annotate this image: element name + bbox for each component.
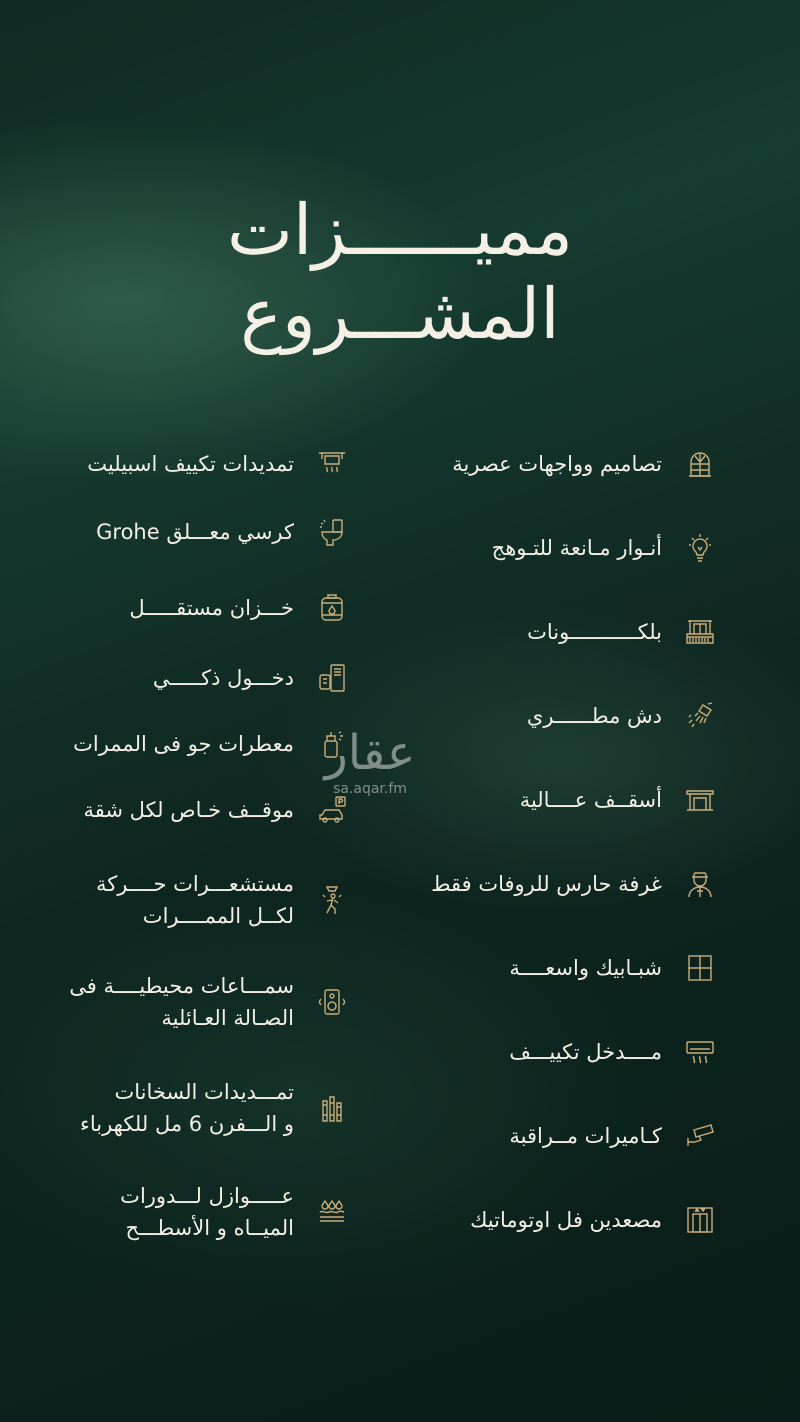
feature-item	[83, 794, 348, 826]
guard-icon	[684, 868, 716, 900]
feature-label: دخـــول ذكـــــي	[152, 666, 294, 690]
feature-item	[153, 662, 348, 694]
feature-label: خـــزان مستقـــــل	[129, 596, 294, 620]
balcony-icon	[684, 616, 716, 648]
feature-label: تصاميم وواجهات عصرية	[452, 452, 662, 476]
feature-label: عـــــوازل لـــدورات الميــاه و الأسطـــح	[120, 1184, 294, 1240]
feature-label: أنـوار مـانعة للتـوهج	[491, 536, 662, 560]
feature-item	[520, 784, 716, 816]
feature-label: مصعدين فل اوتوماتيك	[470, 1208, 662, 1232]
toilet-icon	[316, 516, 348, 548]
feature-label: بلكـــــــــــونات	[527, 620, 662, 644]
feature-label: شبـابيك واسعــــة	[509, 956, 662, 980]
watermark-url: sa.aqar.fm	[333, 781, 407, 797]
light-bulb-icon	[684, 532, 716, 564]
feature-item	[120, 1180, 348, 1244]
feature-item	[509, 1036, 716, 1068]
elevator-icon	[684, 1204, 716, 1236]
page-title	[0, 188, 800, 356]
cctv-camera-icon	[684, 1120, 716, 1152]
feature-item	[509, 1120, 716, 1152]
ac-unit-icon	[684, 1036, 716, 1068]
heater-icon	[316, 1092, 348, 1124]
feature-item	[431, 868, 716, 900]
feature-item	[69, 970, 348, 1034]
arched-window-icon	[684, 448, 716, 480]
feature-item	[80, 1076, 348, 1140]
motion-sensor-icon	[316, 884, 348, 916]
water-tank-icon	[316, 592, 348, 624]
feature-item	[452, 448, 716, 480]
title-line-2: المشـــروع	[240, 273, 560, 355]
high-ceiling-icon	[684, 784, 716, 816]
feature-label: موقــف خـاص لكل شقة	[83, 798, 294, 822]
feature-item	[527, 616, 716, 648]
feature-item	[470, 1204, 716, 1236]
parking-icon	[316, 794, 348, 826]
feature-label: أسقــف عــــالية	[519, 788, 662, 812]
feature-item	[492, 532, 716, 564]
feature-item	[509, 952, 716, 984]
feature-label: مــــدخل تكييـــف	[509, 1040, 662, 1064]
feature-label: دش مطــــــري	[526, 704, 662, 728]
feature-label: مستشعـــرات حــــركة لكــل الممــــرات	[96, 872, 294, 928]
feature-item	[87, 448, 348, 480]
title-line-1: مميــــــزات	[226, 189, 574, 271]
feature-label: سمـــاعات محيطيــــة فى الصـالة العـائلية	[69, 974, 294, 1030]
watermark	[300, 725, 440, 797]
rain-shower-icon	[684, 700, 716, 732]
speaker-icon	[316, 986, 348, 1018]
waterproofing-icon	[316, 1196, 348, 1228]
feature-item	[96, 516, 348, 548]
feature-label: تمـــديدات السخانات و الـــفرن 6 مل للكهرباء	[79, 1080, 294, 1136]
feature-label: معطرات جو فى الممرات	[73, 732, 294, 756]
feature-label: تمديدات تكييف اسبيليت	[87, 452, 294, 476]
split-ac-icon	[316, 448, 348, 480]
window-icon	[684, 952, 716, 984]
feature-label: كرسي معـــلق Grohe	[96, 520, 294, 544]
feature-item	[96, 868, 348, 932]
feature-label: غرفة حارس للروفات فقط	[431, 872, 662, 896]
smart-entry-icon	[316, 662, 348, 694]
feature-item	[527, 700, 716, 732]
watermark-logo: عقار	[324, 725, 416, 781]
feature-label: كـاميرات مــراقبة	[509, 1124, 662, 1148]
feature-item	[129, 592, 348, 624]
